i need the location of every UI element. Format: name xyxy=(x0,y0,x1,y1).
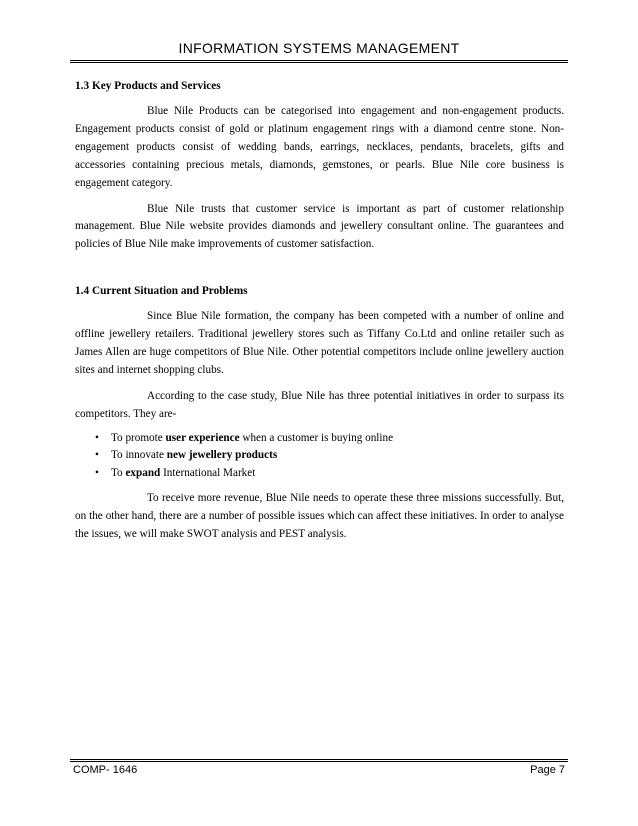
header-divider xyxy=(70,60,568,63)
spacer xyxy=(75,482,564,490)
section-heading-key-products: 1.3 Key Products and Services xyxy=(75,80,221,92)
section-heading-current-situation: 1.4 Current Situation and Problems xyxy=(75,285,248,298)
footer-divider xyxy=(70,759,568,762)
paragraph-analysis: To receive more revenue, Blue Nile needs to operate these three missions successfully. But, on the other hand, there are a number of possible issues which can affect these initiatives. In order to analyse the issues, we will make SWOT analysis and PEST analysis. xyxy=(75,492,564,540)
spacer xyxy=(75,254,564,282)
paragraph-products: Blue Nile Products can be categorised into engagement and non-engagement products. Engagement products consist of gold or platinum engagement rings with a diamond centre stone. Non-engagement products consist of wedding bands, earrings, necklaces, pendants, bracelets, gifts and accessories containing precious metals, diamonds, gemstones, or pearls. Blue Nile core business is engagement category. xyxy=(75,105,564,189)
spacer xyxy=(75,193,564,201)
paragraph-customer-service: Blue Nile trusts that customer service is important as part of customer relationship management. Blue Nile website provides diamonds and jewellery consultant online. The guarantees and policies of Blue Nile make improvements of customer satisfaction. xyxy=(75,202,564,251)
spacer xyxy=(75,300,564,308)
initiatives-list xyxy=(75,430,564,483)
list-item: • To expand International Market xyxy=(75,465,564,483)
spacer xyxy=(75,380,564,388)
list-item: • To innovate new jewellery products xyxy=(75,447,564,465)
paragraph-initiatives: According to the case study, Blue Nile has three potential initiatives in order to surpass its competitors. They are- xyxy=(75,389,564,420)
page-number: Page 7 xyxy=(530,764,565,776)
list-item: • To promote user experience when a customer is buying online xyxy=(75,430,564,448)
document-body xyxy=(75,77,564,544)
paragraph-competitors: Since Blue Nile formation, the company has been competed with a number of online and offline jewellery retailers. Traditional jewellery stores such as Tiffany Co.Ltd and online retailer such as James Allen are huge competitors of Blue Nile. Other potential competitors include online jewellery auction sites and internet shopping clubs. xyxy=(75,310,564,376)
bullet-icon: • xyxy=(95,431,99,444)
course-code: COMP- 1646 xyxy=(73,764,138,776)
spacer xyxy=(75,95,564,103)
bullet-icon: • xyxy=(95,449,99,462)
page-header-title: INFORMATION SYSTEMS MANAGEMENT xyxy=(178,40,460,56)
bullet-icon: • xyxy=(95,466,99,479)
